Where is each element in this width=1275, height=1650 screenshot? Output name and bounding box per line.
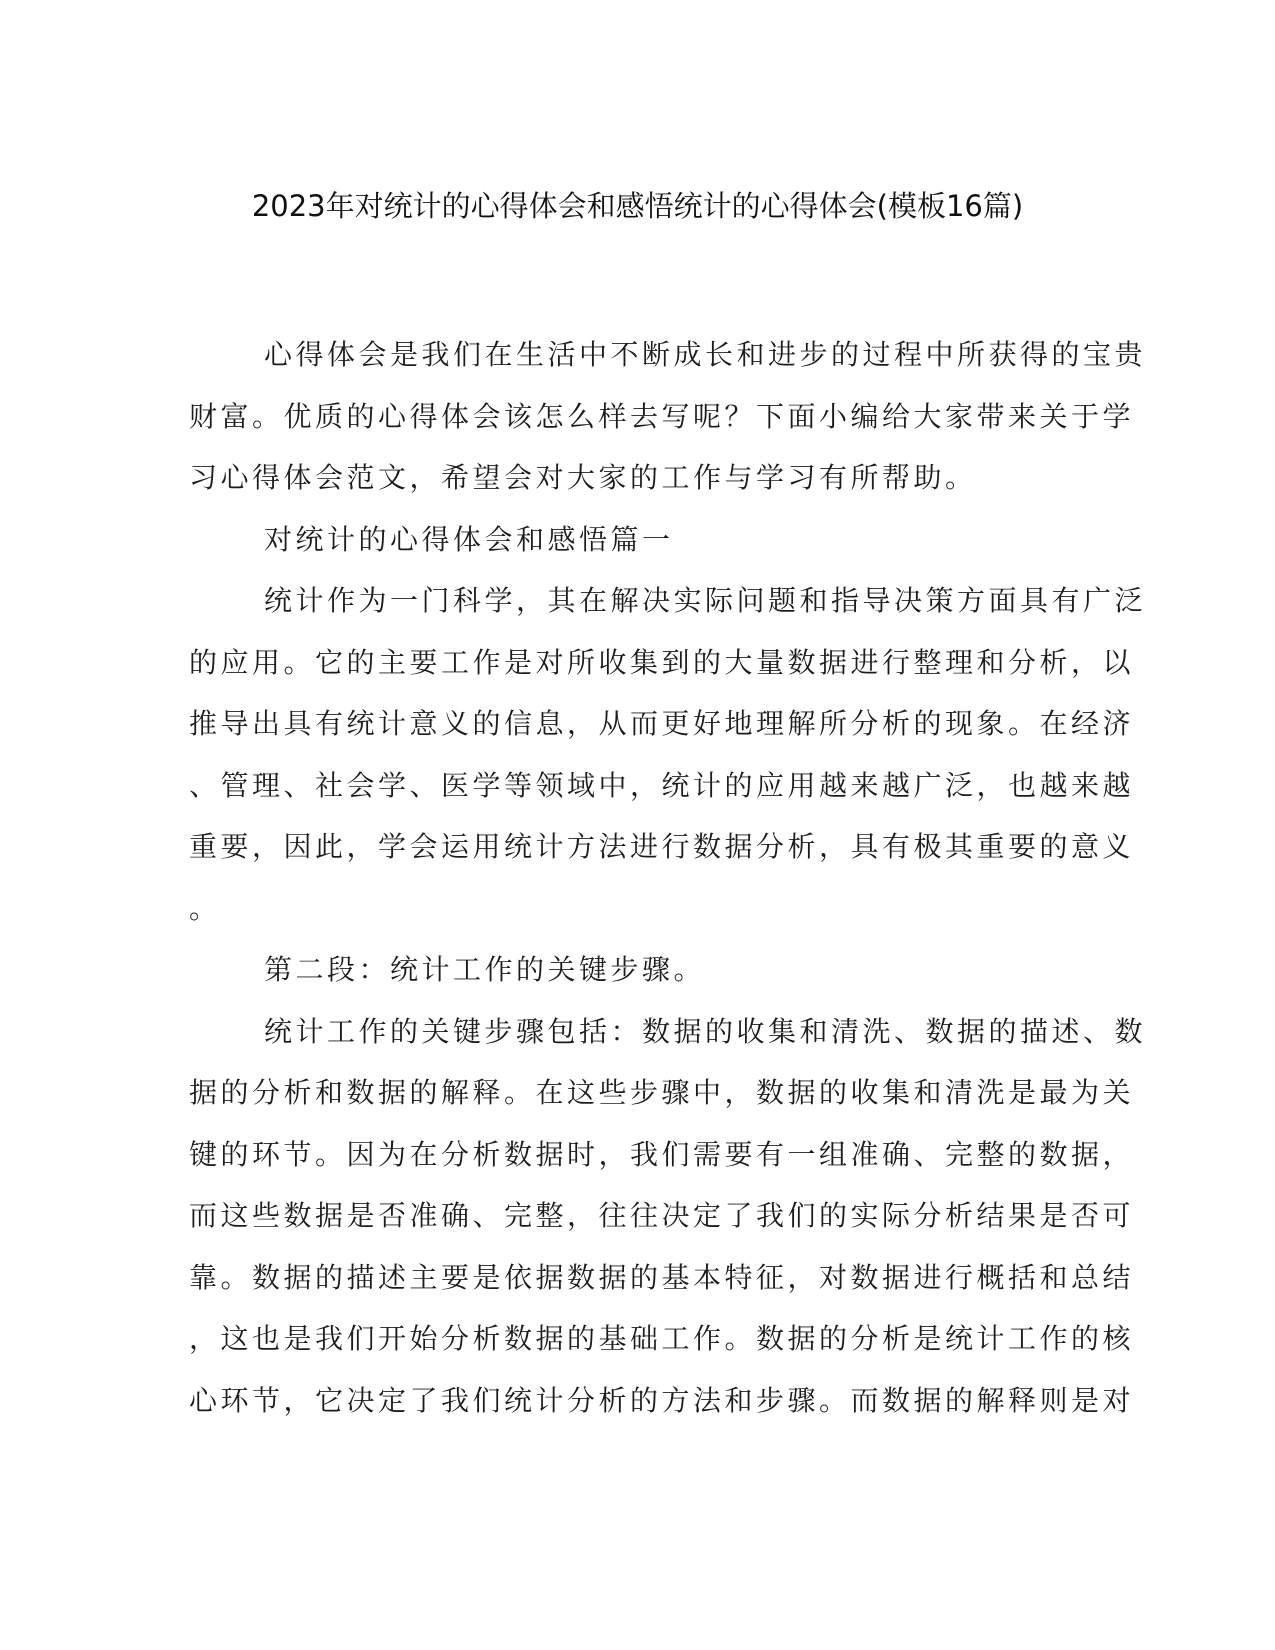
text-line-p2-7: 心环节，它决定了我们统计分析的方法和步骤。而数据的解释则是对: [189, 1383, 1135, 1417]
text-line-p1-1: 统计作为一门科学，其在解决实际问题和指导决策方面具有广泛: [264, 584, 1147, 617]
text-line-intro-2: 财富。优质的心得体会该怎么样去写呢？下面小编给大家带来关于学: [189, 399, 1135, 433]
text-line-p2-6: ，这也是我们开始分析数据的基础工作。数据的分析是统计工作的核: [189, 1322, 1135, 1355]
document-body: [189, 324, 1147, 1431]
text-line-p1-3: 推导出具有统计意义的信息，从而更好地理解所分析的现象。在经济: [189, 707, 1135, 740]
text-line-p1-2: 的应用。它的主要工作是对所收集到的大量数据进行整理和分析，以: [189, 645, 1135, 679]
text-line-intro-1: 心得体会是我们在生活中不断成长和进步的过程中所获得的宝贵: [264, 338, 1147, 371]
text-line-p1-6: 。: [189, 891, 221, 925]
section-heading-part-2: 第二段：统计工作的关键步骤。: [264, 953, 706, 986]
text-line-p2-4: 而这些数据是否准确、完整，往往决定了我们的实际分析结果是否可: [189, 1199, 1135, 1232]
text-line-intro-3: 习心得体会范文，希望会对大家的工作与学习有所帮助。: [189, 461, 977, 494]
document-title: 2023年对统计的心得体会和感悟统计的心得体会(模板16篇): [251, 189, 1024, 223]
text-line-p1-4: 、管理、社会学、医学等领域中，统计的应用越来越广泛，也越来越: [189, 768, 1135, 802]
text-line-p2-2: 据的分析和数据的解释。在这些步骤中，数据的收集和清洗是最为关: [189, 1076, 1135, 1109]
section-heading-part-1: 对统计的心得体会和感悟篇一: [264, 522, 674, 556]
text-line-p2-5: 靠。数据的描述主要是依据数据的基本特征，对数据进行概括和总结: [189, 1260, 1135, 1294]
text-line-p1-5: 重要，因此，学会运用统计方法进行数据分析，具有极其重要的意义: [189, 830, 1135, 863]
text-line-p2-1: 统计工作的关键步骤包括：数据的收集和清洗、数据的描述、数: [264, 1014, 1147, 1048]
text-line-p2-3: 键的环节。因为在分析数据时，我们需要有一组准确、完整的数据，: [189, 1137, 1135, 1171]
